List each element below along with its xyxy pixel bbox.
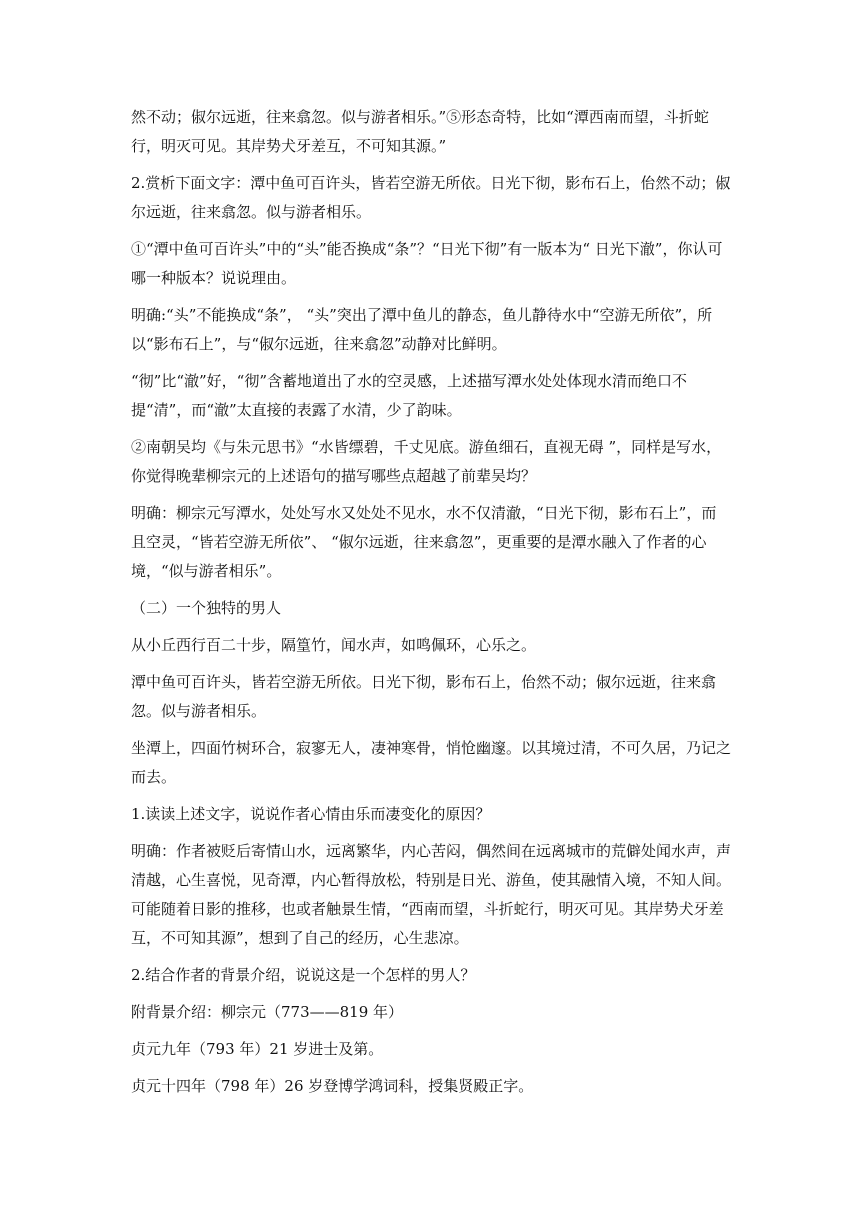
paragraph-16: 贞元九年（793 年）21 岁进士及第。 (131, 1040, 384, 1058)
paragraph-13: 明确：作者被贬后寄情山水，远离繁华，内心苦闷，偶然间在远离城市的荒僻处闻水声，声清越，心生喜悦，见奇潭，内心暂得放松，特别是日光、游鱼，使其融情入境，不知人间。可能随着日影的推移，也或者触景生情，“西南而望，斗折蛇行，明灭可见。其岸势犬牙差互，不可知其源”，想到了自己的经历，心生悲凉。 (131, 842, 732, 947)
paragraph-14: 2.结合作者的背景介绍，说说这是一个怎样的男人？ (131, 966, 476, 984)
section-heading: （二）一个独特的男人 (131, 599, 282, 617)
paragraph-3: ①“潭中鱼可百许头”中的“头”能否换成“条”？“日光下彻”有一版本为“ 日光下澈”，你认可哪一种版本？说说理由。 (131, 240, 723, 287)
document-body (131, 103, 731, 1109)
paragraph-10: 潭中鱼可百许头，皆若空游无所依。日光下彻，影布石上，佁然不动；俶尔远逝，往来翕忽。似与游者相乐。 (131, 673, 717, 720)
paragraph-9: 从小丘西行百二十步，隔篁竹，闻水声，如鸣佩环，心乐之。 (131, 636, 537, 654)
paragraph-7: 明确：柳宗元写潭水，处处写水又处处不见水，水不仅清澈，“日光下彻，影布石上”，而且空灵，“皆若空游无所依”、 “俶尔远逝，往来翕忽”，更重要的是潭水融入了作者的心境，“似与游者相乐”。 (131, 504, 717, 580)
paragraph-12: 1.读读上述文字，说说作者心情由乐而凄变化的原因？ (131, 805, 491, 823)
paragraph-1: 然不动；俶尔远逝，往来翕忽。似与游者相乐。”⑤形态奇特，比如“潭西南而望，斗折蛇行，明灭可见。其岸势犬牙差互，不可知其源。” (131, 108, 709, 155)
paragraph-17: 贞元十四年（798 年）26 岁登博学鸿词科，授集贤殿正字。 (131, 1077, 534, 1095)
paragraph-4: 明确:“头”不能换成“条”， “头”突出了潭中鱼儿的静态，鱼儿静待水中“空游无所依”，所以“影布石上”，与“俶尔远逝，往来翕忽”动静对比鲜明。 (131, 306, 713, 353)
paragraph-2: 2.赏析下面文字：潭中鱼可百许头，皆若空游无所依。日光下彻，影布石上，佁然不动；俶尔远逝，往来翕忽。似与游者相乐。 (131, 174, 731, 221)
paragraph-15: 附背景介绍：柳宗元（773——819 年） (131, 1003, 404, 1021)
paragraph-6: ②南朝吴均《与朱元思书》“水皆缥碧，千丈见底。游鱼细石，直视无碍 ”，同样是写水，你觉得晚辈柳宗元的上述语句的描写哪些点超越了前辈吴均？ (131, 438, 722, 485)
paragraph-11: 坐潭上，四面竹树环合，寂寥无人，凄神寒骨，悄怆幽邃。以其境过清，不可久居，乃记之而去。 (131, 739, 732, 786)
paragraph-5: “彻”比“澈”好，“彻”含蓄地道出了水的空灵感，上述描写潭水处处体现水清而绝口不提“清”，而“澈”太直接的表露了水清，少了韵味。 (131, 372, 688, 419)
